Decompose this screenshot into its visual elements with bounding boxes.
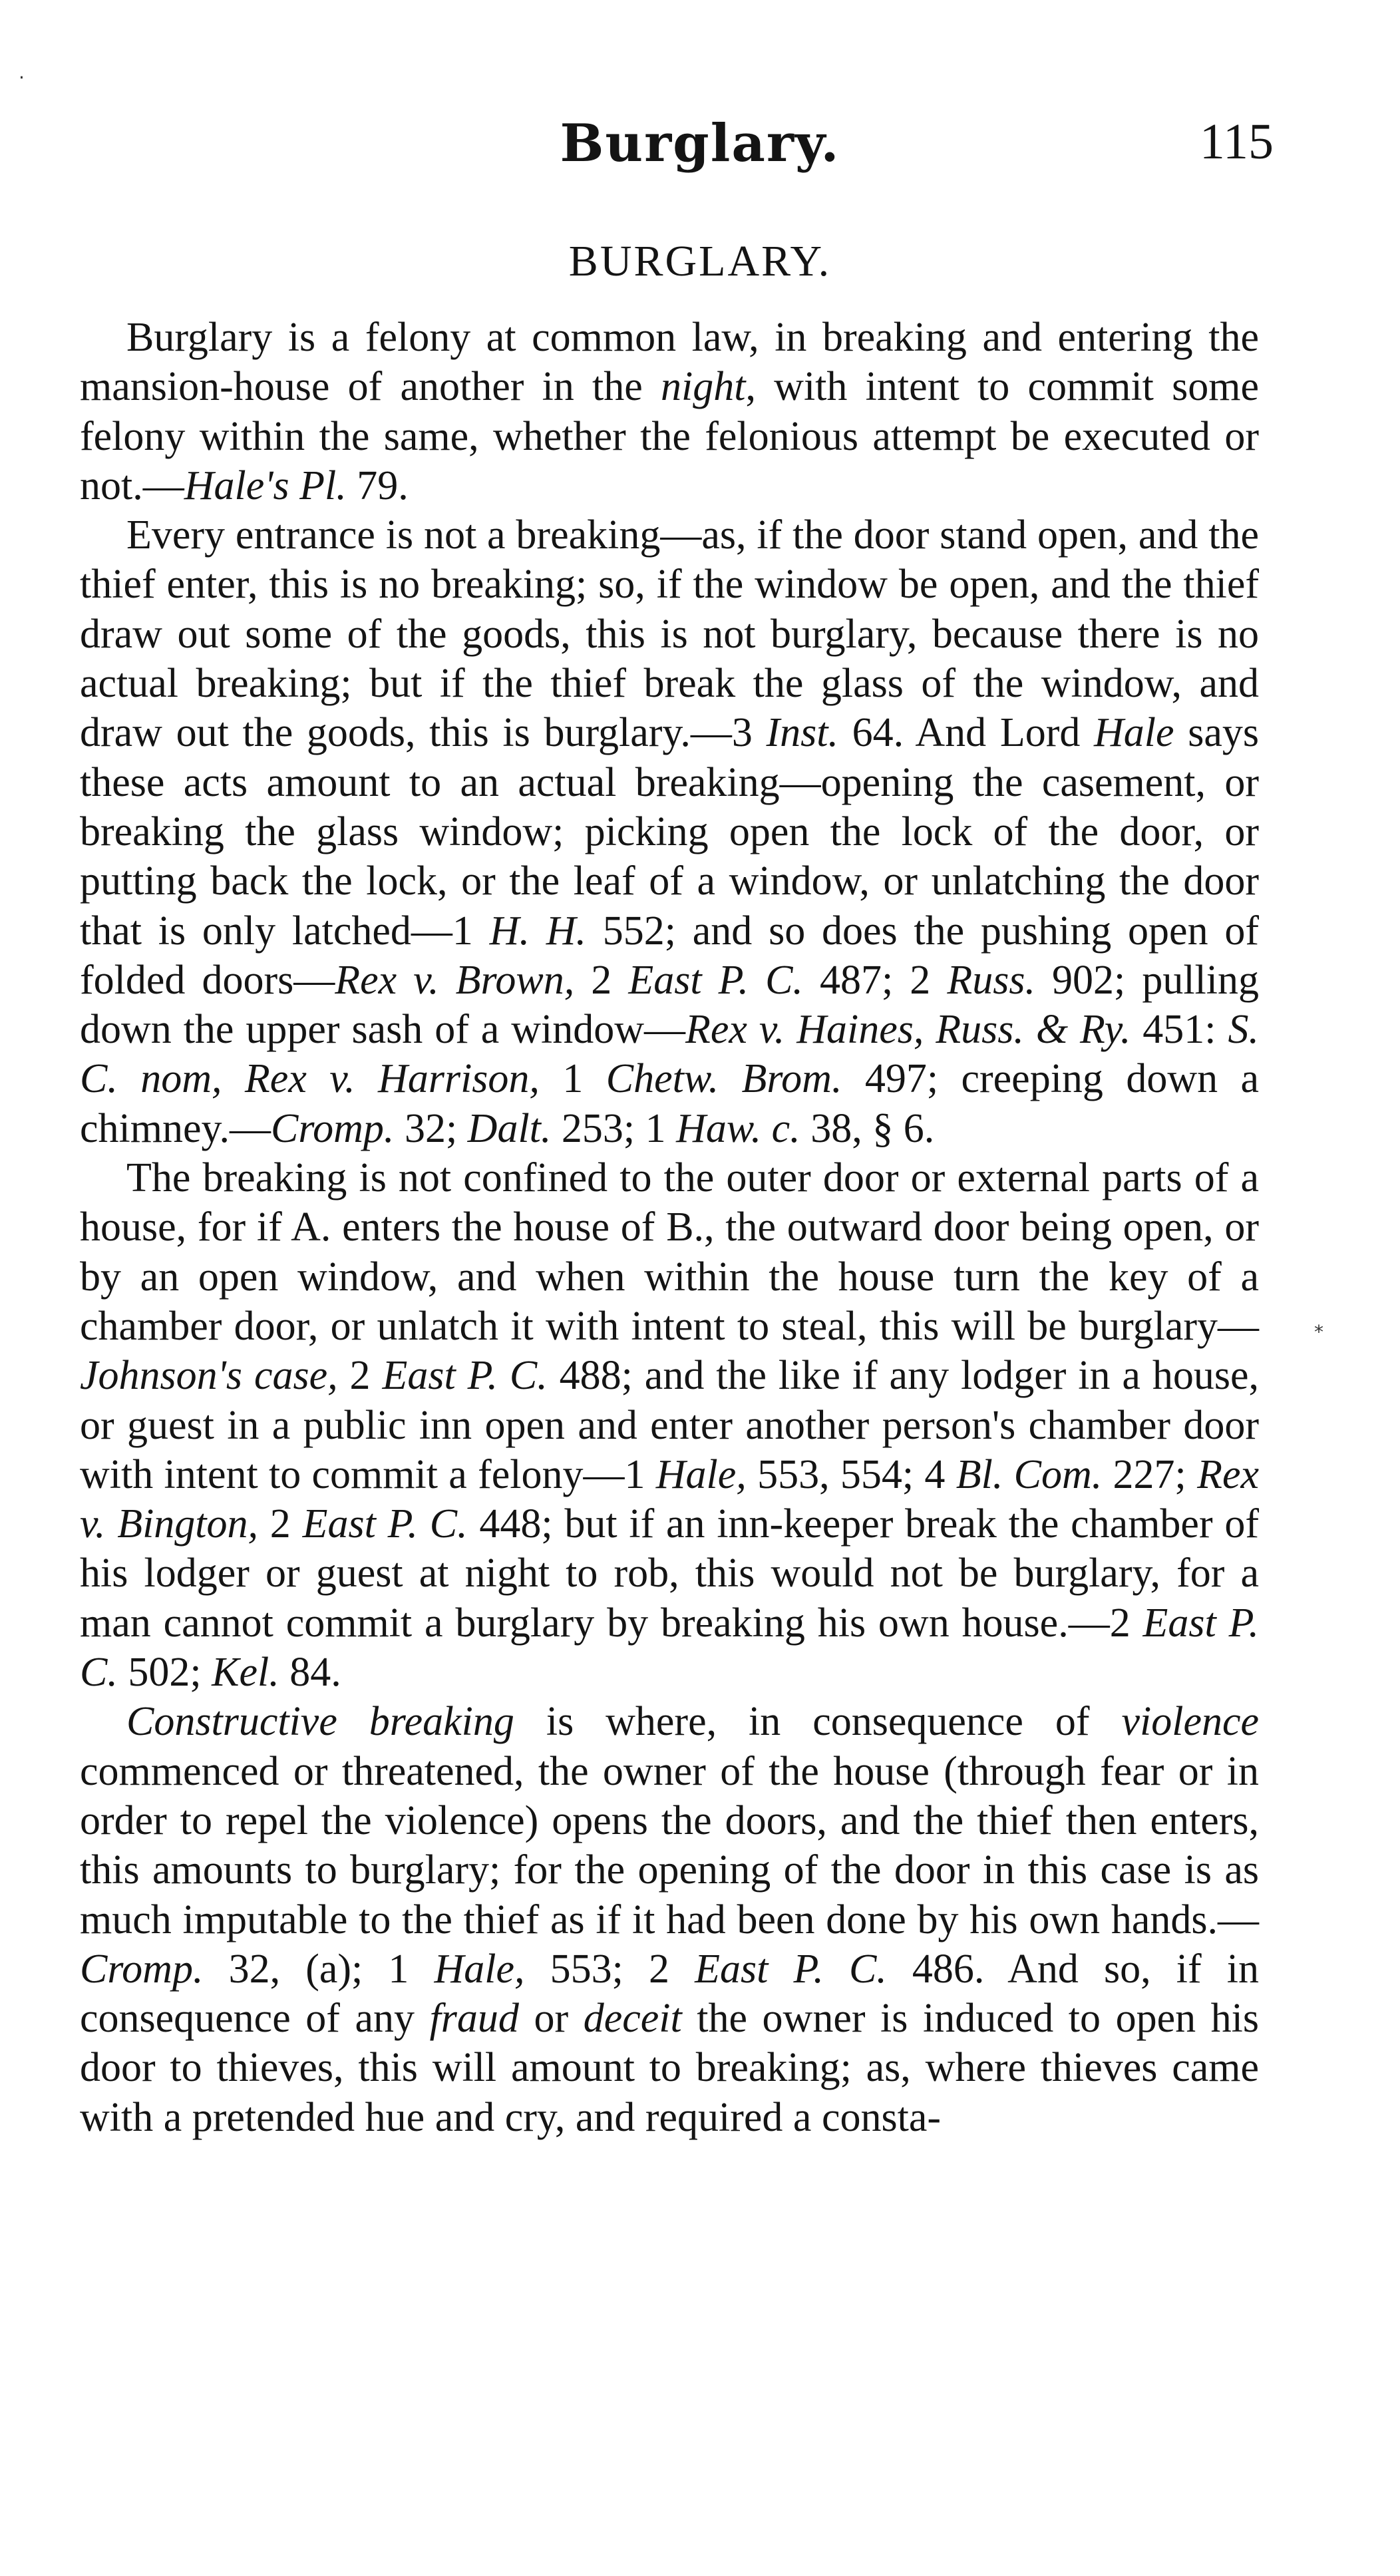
- italic-citation: H. H.: [489, 908, 586, 954]
- text-run: 486. And so, if in consequence of any: [80, 1946, 1259, 2042]
- italic-citation: deceit: [583, 1996, 682, 2042]
- text-run: 497; creeping down a chimney.—: [80, 1056, 1260, 1151]
- text-run: 64. And Lord: [838, 710, 1095, 756]
- italic-citation: Rex v. Bington,: [80, 1451, 1259, 1547]
- text-run: 32;: [394, 1105, 468, 1151]
- italic-citation: Cromp.: [270, 1105, 395, 1151]
- italic-citation: East P. C.: [628, 957, 803, 1003]
- paragraph: [80, 1697, 1259, 2142]
- italic-citation: East P. C.: [302, 1501, 468, 1547]
- text-run: or: [518, 1996, 584, 2042]
- text-run: 1: [539, 1056, 606, 1102]
- italic-citation: Chetw. Brom.: [606, 1056, 842, 1102]
- text-run: The breaking is not confined to the outer door or external parts of a house, for if A. enters the house of B., the outward door being open, or by an open window, and when within the house turn the key of a chamber door, or unlatch it with intent to steal, this will be burglary—: [80, 1155, 1259, 1349]
- text-run: Every entrance is not a breaking—as, if the door stand open, and the thief enter, this is no breaking; so, if the window be open, and the thief draw out some of the goods, this is not burglary, because there is no actual breaking; but if the thief break the glass of the window, and draw out the goods, this is burglary.—3: [80, 512, 1259, 756]
- text-run: 227;: [1102, 1451, 1198, 1497]
- paragraph: [80, 313, 1259, 510]
- text-run: , with intent to commit some felony within the same, whether the felonious attempt be executed or not.—: [80, 364, 1259, 508]
- italic-citation: Haw. c.: [676, 1105, 800, 1151]
- text-run: 448; but if an inn-keeper break the chamber of his lodger or guest at night to rob, this would not be burglary, for a man cannot commit a burglary by breaking his own house.—2: [80, 1501, 1260, 1646]
- text-run: 253; 1: [551, 1105, 677, 1151]
- text-run: says these acts amount to an actual breaking—opening the casement, or breaking the glass window; picking open the lock of the door, or putting back the lock, or the leaf of a window, or unlatching the door that is only latched—1: [80, 710, 1259, 954]
- italic-citation: Constructive breaking: [126, 1699, 514, 1745]
- margin-asterisk: *: [1314, 1321, 1323, 1343]
- italic-citation: Rex v. Brown,: [335, 957, 575, 1003]
- italic-citation: Johnson's case,: [80, 1353, 338, 1399]
- paragraph: [80, 1153, 1259, 1697]
- italic-citation: fraud: [429, 1996, 519, 2042]
- italic-citation: Kel.: [212, 1650, 279, 1696]
- italic-citation: Hale,: [434, 1946, 525, 1992]
- text-run: 902; pulling down the upper sash of a window—: [80, 957, 1260, 1053]
- italic-citation: Hale,: [655, 1451, 747, 1497]
- text-run: 553, 554; 4: [746, 1451, 956, 1497]
- text-run: 552; and so does the pushing open of folded doors—: [80, 908, 1259, 1003]
- italic-citation: Bl. Com.: [956, 1451, 1103, 1497]
- running-head: Burglary.: [560, 113, 840, 174]
- text-run: is where, in consequence of: [514, 1699, 1122, 1745]
- text-run: 32, (a); 1: [203, 1946, 435, 1992]
- italic-citation: Rex v. Haines, Russ. & Ry.: [685, 1007, 1131, 1053]
- text-run: commenced or threatened, the owner of the house (through fear or in order to repel the violence) opens the doors, and the thief then enters, this amounts to burglary; for the opening of the door in this case is as much imputable to the thief as if it had been done by his own hands.—: [80, 1748, 1259, 1942]
- italic-citation: night: [661, 364, 746, 410]
- text-run: 451:: [1131, 1007, 1228, 1053]
- text-run: 2: [258, 1501, 303, 1547]
- italic-citation: violence: [1121, 1699, 1260, 1745]
- paragraph: [80, 510, 1259, 1153]
- text-run: 2: [337, 1353, 383, 1399]
- text-run: 84.: [279, 1650, 341, 1696]
- italic-citation: East P. C.: [382, 1353, 548, 1399]
- italic-citation: East P. C.: [80, 1600, 1260, 1696]
- page-header: [0, 106, 1400, 186]
- italic-citation: Hale's Pl.: [184, 462, 347, 508]
- text-run: Burglary is a felony at common law, in breaking and entering the mansion-house of another in the: [80, 315, 1259, 410]
- italic-citation: Hale: [1094, 710, 1174, 756]
- italic-citation: S. C. nom, Rex v. Harrison,: [80, 1007, 1259, 1102]
- italic-citation: Russ.: [947, 957, 1035, 1003]
- italic-citation: East P. C.: [695, 1946, 887, 1992]
- text-run: 488; and the like if any lodger in a house, or guest in a public inn open and enter another person's chamber door with intent to commit a felony—1: [80, 1353, 1260, 1497]
- text-run: 487; 2: [802, 957, 948, 1003]
- italic-citation: Cromp.: [80, 1946, 204, 1992]
- text-run: 502;: [117, 1650, 212, 1696]
- text-run: 2: [574, 957, 629, 1003]
- body-text: [80, 313, 1259, 2142]
- italic-citation: Inst.: [766, 710, 838, 756]
- text-run: 79.: [346, 462, 409, 508]
- margin-speck: ·: [19, 67, 25, 89]
- text-run: 38, § 6.: [800, 1105, 935, 1151]
- section-title: BURGLARY.: [568, 237, 832, 285]
- page-number: 115: [1199, 114, 1274, 170]
- text-run: 553; 2: [524, 1946, 695, 1992]
- italic-citation: Dalt.: [467, 1105, 552, 1151]
- text-run: the owner is induced to open his door to thieves, this will amount to breaking; as, where thieves came with a pretended hue and cry, and required a consta-: [80, 1996, 1259, 2140]
